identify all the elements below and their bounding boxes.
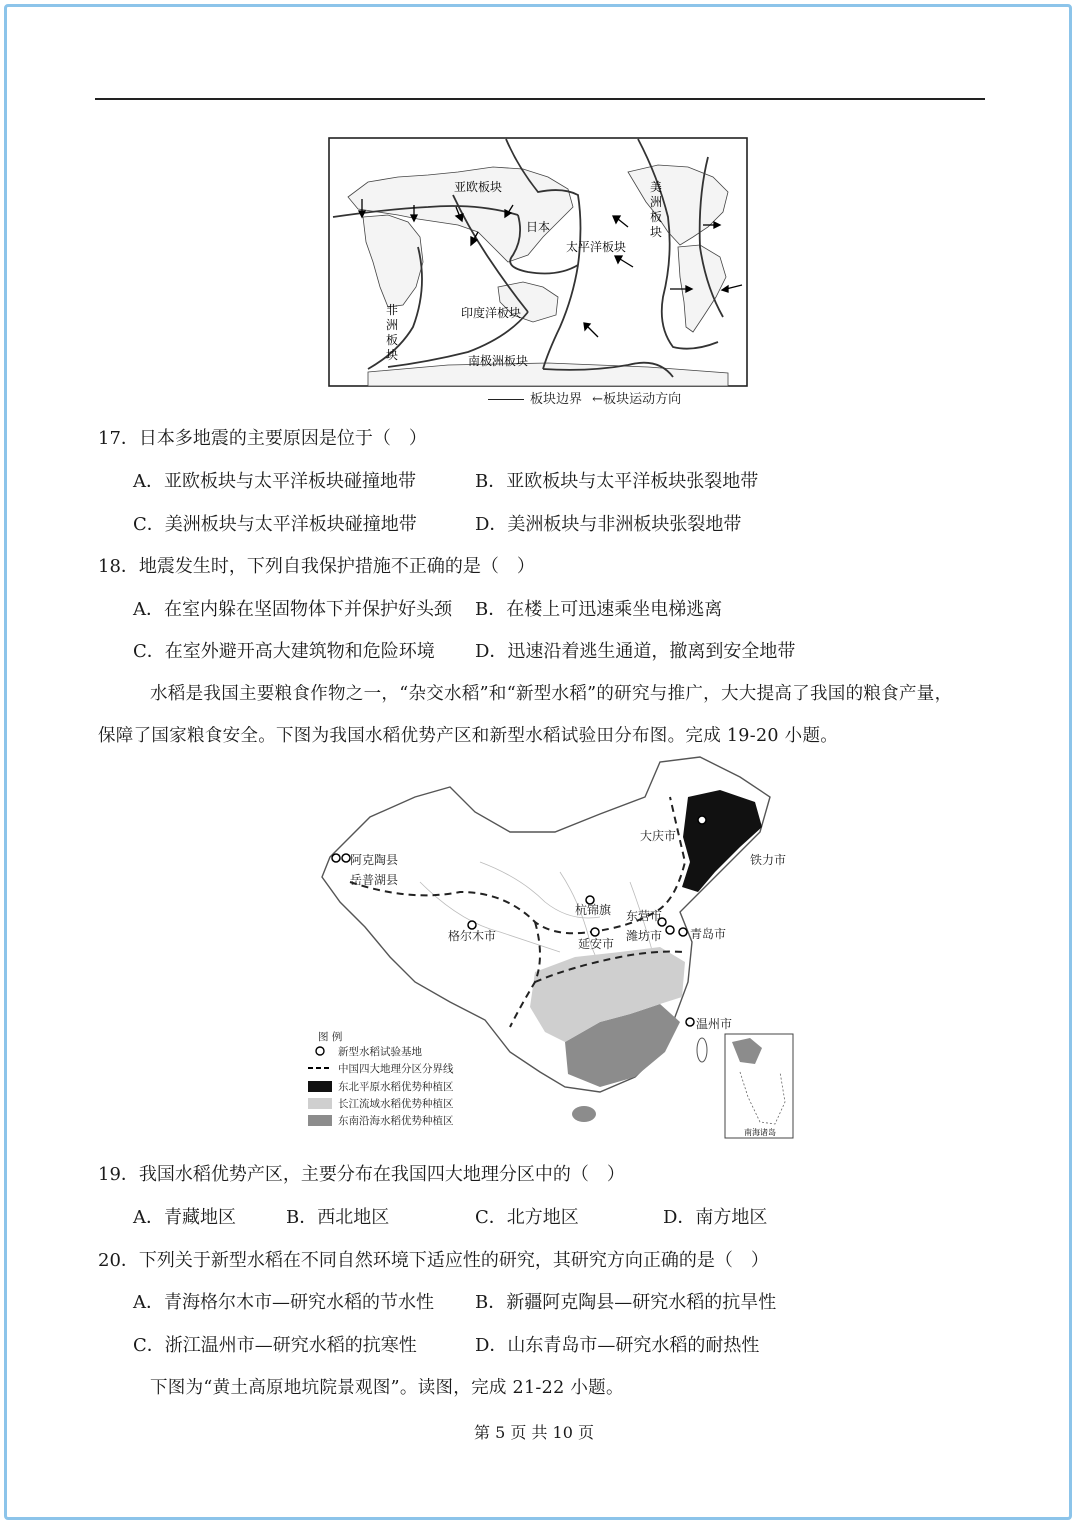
q19-option-b[interactable]: B．西北地区 [286, 1207, 390, 1228]
label-american-plate: 美洲板块 [650, 180, 663, 239]
legend-northeast-swatch [308, 1081, 332, 1092]
label-dongying: 东营市 [626, 909, 663, 923]
q19-stem: 19．我国水稻优势产区，主要分布在我国四大地理分区中的（ ） [98, 1164, 625, 1185]
q19-option-d[interactable]: D．南方地区 [663, 1207, 768, 1228]
label-daqing: 大庆市 [640, 829, 677, 843]
rice-intro-line1: 水稻是我国主要粮食作物之一，“杂交水稻”和“新型水稻”的研究与推广，大大提高了我国的粮食产量， [150, 684, 953, 704]
q17-option-c[interactable]: C．美洲板块与太平洋板块碰撞地带 [133, 514, 417, 535]
site-wenzhou [686, 1018, 694, 1026]
q17-stem: 17．日本多地震的主要原因是位于（ ） [98, 428, 427, 449]
taiwan-island [697, 1038, 707, 1062]
label-african-plate: 非洲板块 [386, 303, 399, 362]
legend-northeast: 东北平原水稻优势种植区 [338, 1081, 454, 1093]
inset-label: 南海诸岛 [744, 1128, 776, 1137]
south-china-sea-inset [725, 1034, 793, 1138]
label-yanan: 延安市 [578, 937, 615, 951]
q20-option-d[interactable]: D．山东青岛市—研究水稻的耐热性 [475, 1335, 760, 1356]
q20-stem: 20．下列关于新型水稻在不同自然环境下适应性的研究，其研究方向正确的是（ ） [98, 1250, 769, 1271]
legend-title: 图 例 [318, 1031, 343, 1043]
site-golmud [468, 921, 476, 929]
legend-southeast: 东南沿海水稻优势种植区 [338, 1115, 454, 1127]
rice-intro-line2: 保障了国家粮食安全。下图为我国水稻优势产区和新型水稻试验田分布图。完成 19-20 小题。 [98, 726, 839, 746]
page-footer: 第 5 页 共 10 页 [474, 1423, 594, 1442]
china-map-legend [308, 1030, 454, 1127]
plate-map [328, 137, 748, 387]
site-daqing [698, 816, 706, 824]
label-weifang: 潍坊市 [626, 929, 663, 943]
legend-direction: 板块运动方向 [603, 392, 682, 407]
site-yanan [591, 928, 599, 936]
boundary-line-swatch [488, 399, 524, 400]
china-rice-map [300, 752, 800, 1142]
loess-intro: 下图为“黄土高原地坑院景观图”。读图，完成 21-22 小题。 [150, 1378, 624, 1398]
label-indian-ocean-plate: 印度洋板块 [461, 306, 522, 320]
label-eurasian-plate: 亚欧板块 [454, 180, 503, 194]
q19-option-a[interactable]: A．青藏地区 [133, 1207, 236, 1228]
legend-southeast-swatch [308, 1115, 332, 1126]
q18-option-d[interactable]: D．迅速沿着逃生通道，撤离到安全地带 [475, 641, 796, 662]
arrow-swatch: ← [592, 392, 604, 407]
legend-boundary: 板块边界 [530, 392, 583, 407]
q18-option-b[interactable]: B．在楼上可迅速乘坐电梯逃离 [475, 599, 723, 620]
site-qingdao [679, 928, 687, 936]
label-japan: 日本 [526, 220, 551, 234]
q20-option-c[interactable]: C．浙江温州市—研究水稻的抗寒性 [133, 1335, 417, 1356]
legend-yangtze: 长江流域水稻优势种植区 [338, 1098, 454, 1110]
q18-stem: 18．地震发生时，下列自我保护措施不正确的是（ ） [98, 556, 535, 577]
site-weifang [666, 926, 674, 934]
label-yuepu: 岳普湖县 [350, 873, 399, 887]
q17-option-b[interactable]: B．亚欧板块与太平洋板块张裂地带 [475, 471, 759, 492]
label-pacific-plate: 太平洋板块 [566, 240, 627, 254]
label-hangjin: 杭锦旗 [575, 903, 612, 917]
legend-boundary: 中国四大地理分区分界线 [338, 1063, 454, 1075]
label-antarctic-plate: 南极洲板块 [468, 354, 529, 368]
hainan-island [572, 1106, 596, 1122]
legend-site: 新型水稻试验基地 [338, 1046, 422, 1058]
q18-option-a[interactable]: A．在室内躲在坚固物体下并保护好头颈 [133, 599, 452, 620]
q20-option-b[interactable]: B．新疆阿克陶县—研究水稻的抗旱性 [475, 1292, 777, 1313]
label-wenzhou: 温州市 [696, 1017, 733, 1031]
site-yuepu [342, 854, 350, 862]
q19-option-c[interactable]: C．北方地区 [475, 1207, 579, 1228]
label-tieli: 铁力市 [750, 853, 787, 867]
legend-yangtze-swatch [308, 1098, 332, 1109]
q20-option-a[interactable]: A．青海格尔木市—研究水稻的节水性 [133, 1292, 434, 1313]
q17-option-a[interactable]: A．亚欧板块与太平洋板块碰撞地带 [133, 471, 416, 492]
q17-option-d[interactable]: D．美洲板块与非洲板块张裂地带 [475, 514, 742, 535]
label-akto: 阿克陶县 [350, 853, 399, 867]
header-rule [95, 98, 985, 100]
site-akto [332, 854, 340, 862]
label-golmud: 格尔木市 [448, 929, 497, 943]
q18-option-c[interactable]: C．在室外避开高大建筑物和危险环境 [133, 641, 435, 662]
label-qingdao: 青岛市 [690, 927, 727, 941]
plate-legend [488, 388, 681, 407]
legend-site-symbol [316, 1047, 324, 1055]
